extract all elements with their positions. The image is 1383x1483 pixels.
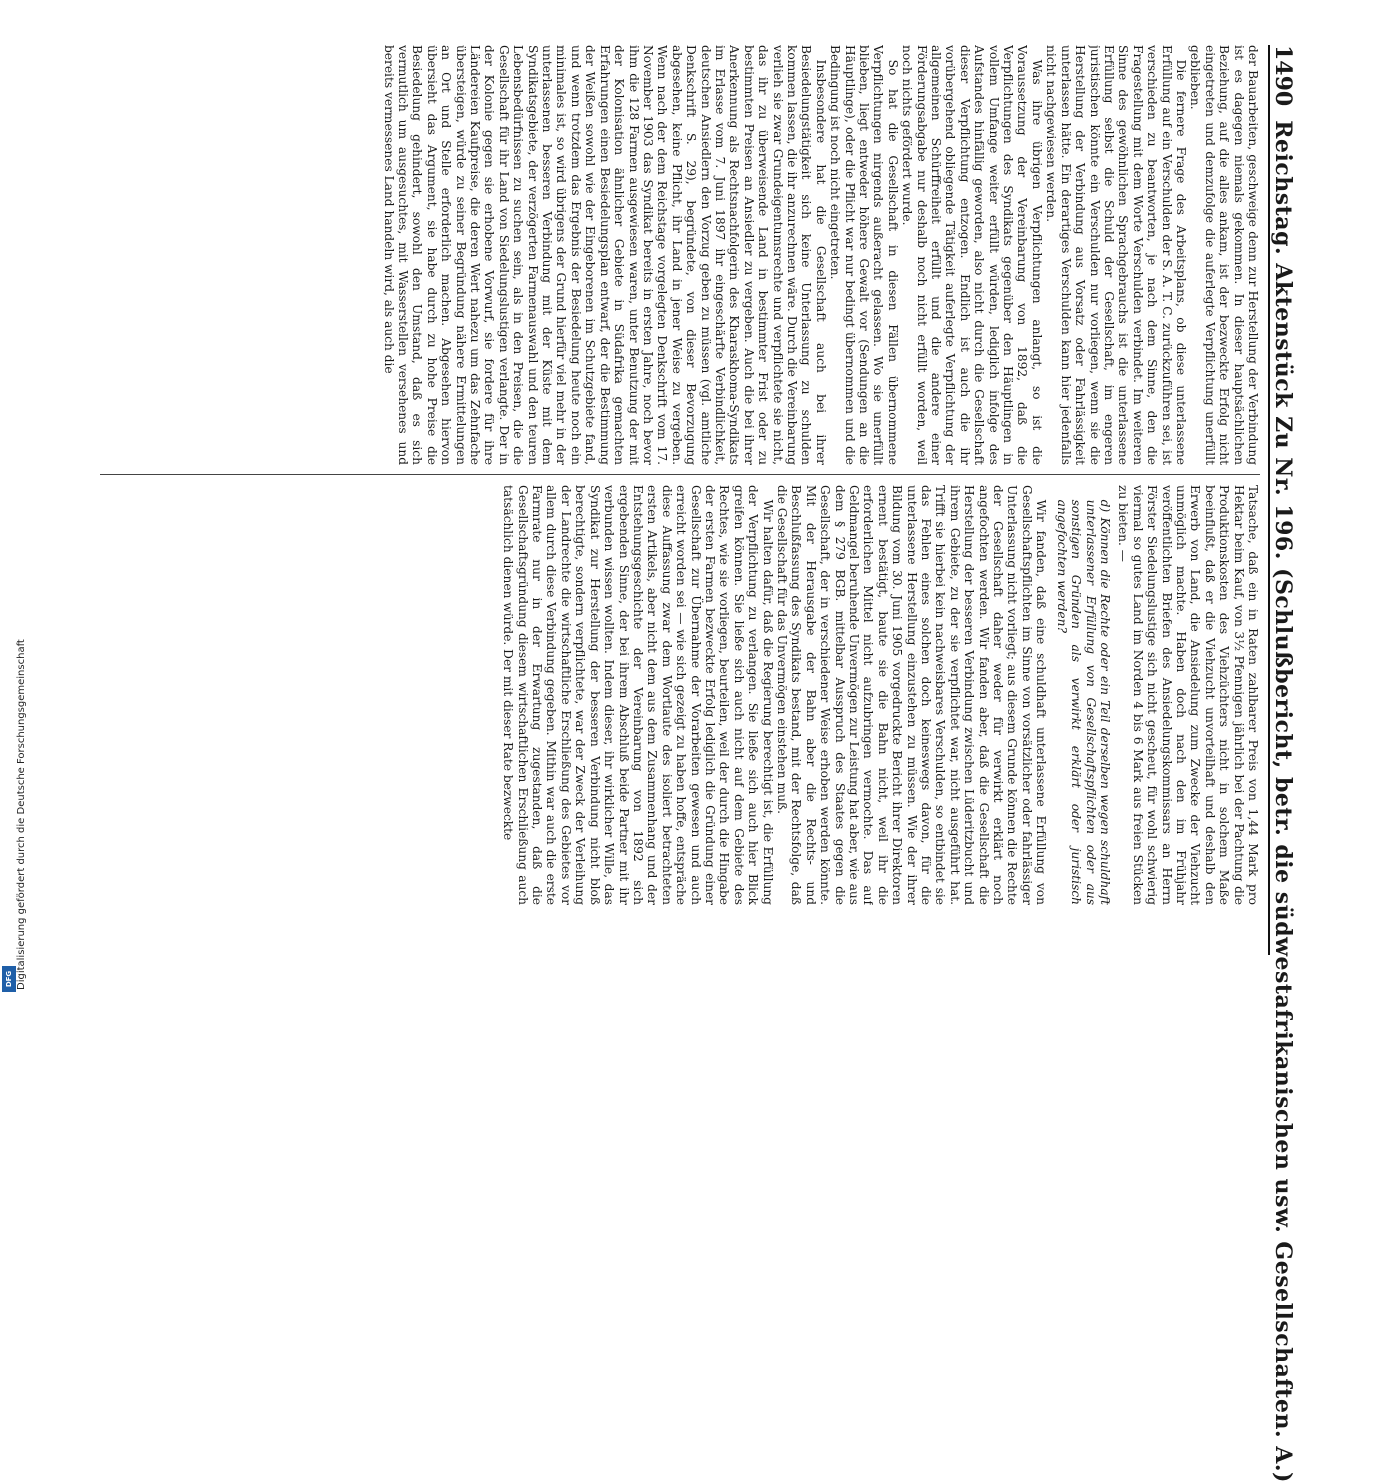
paragraph: Insbesondere hat die Gesellschaft auch bei ihrer Besiedelungstätigkeit sich keine Unterlassung zu schulden kommen lassen, die ihr anzurechnen wäre. Durch die Vereinbarung verlieh sie zwar Grundeigentumsrechte und verpflichtete sie nicht, das ihr zu überweisende Land in bestimmter Frist oder zu bestimmten Preisen an Ansiedler zu vergeben. Auch die bei ihrer Anerkennung als Rechtsnachfolgerin des Kharaskhoma-Syndikats im Erlasse vom 7. Juni 1897 ihr eingeschärfte Verbindlichkeit, deutschen Ansiedlern den Vorzug geben zu müssen (vgl. amtliche Denkschrift S. 29), begründete, von dieser Bevorzugung abgesehen, keine Pflicht, ihr Land in jener Weise zu vergeben. Wenn nach der dem Reichstage vorgelegten Denkschrift vom 17. November 1903 das Syndikat bereits in ersten Jahre, noch bevor ihm die 128 Farmen ausgewiesen waren, unter Benutzung der mit der Kolonisation ähnlicher Gebiete in Südafrika gemachten Erfahrungen einen Besiedelungsplan entwarf, der die Bestimmung der Weißen sowohl wie der Eingeborenen im Schutzgebiete fand, und wenn trotzdem das Ergebnis der Besiedelung heute noch ein minimales ist, so wird übrigens der Grund hierfür viel mehr in der unterlassenen besseren Verbindung mit der Küste mit dem Syndikatsgebiete, der verzögerten Farmenauswahl und den teuren Lebensbedürfnissen zu suchen sein, als in den Preisen, die die Gesellschaft für ihr Land von Siedelungslustigen verlangte. Der in der Kolonie gegen sie erhobene Vorwurf, sie fordere für ihre Ländereien Kaufpreise, die deren Wert nahezu um das Zehnfache übersteigen, würde zu seiner Begründung nähere Ermittelungen an Ort und Stelle erforderlich machen. Abgesehen hiervon übersieht das Argument, sie habe durch zu hohe Preise die Besiedelung gehindert, sowohl den Umstand, daß es sich vermutlich um ausgesuchtes, mit Wasserstellen versehenes und bereits vermessenes Land handeln wird, als auch die	[381, 45, 828, 465]
paragraph: Wir fanden, daß eine schuldhaft unterlassene Erfüllung von Gesellschaftspflichten im Sinne von vorsätzlicher oder fahrlässiger Unterlassung nicht vorliegt; aus diesem Grunde können die Rechte der Gesellschaft daher weder für verwirkt erklärt noch angefochten werden. Wir fanden aber, daß die Gesellschaft die Herstellung der besseren Verbindung zwischen Lüderitzbucht und ihrem Gebiete, zu der sie verpflichtet war, nicht ausgeführt hat. Trifft sie hierbei kein nachweisbares Verschulden, so entbindet sie das Fehlen eines solchen doch keineswegs davon, für die unterlassene Herstellung einzustehen zu müssen. Wie der ihrer Bildung vom 30. Juni 1905 vorgedruckte Bericht ihrer Direktoren ernent bestätigt, baute sie die Bahn nicht, weil ihr die erforderlichen Mittel nicht aufzubringen vermochte. Das auf Geldmangel beruhende Unvermögen zur Leistung hat aber, wie aus dem § 279 BGB. mittelbar Ausspruch des Staates gegen die Gesellschaft, der in verschiedener Weise erhoben werden könnte. Mit der Herausgabe der Bahn aber die Rechts- und Beschlußfassung des Syndikats bestand, mit der Rechtsfolge, daß die Gesellschaft für das Unvermögen einstehen muß.	[775, 485, 1049, 905]
section-question: d) Können die Rechte oder ein Teil derselben wegen schuldhaft unterlassener Erfüllung von Gesellschaftspflichten oder aus sonstigen Gründen als verwirkt erklärt oder juristisch angefochten werden?	[1054, 499, 1112, 905]
paragraph: Die fernere Frage des Arbeitsplans, ob diese unterlassene Erfüllung auf ein Verschulden der S. A. T. C. zurückzuführen sei, ist verschieden zu beantworten, je nach dem Sinne, den die Fragestellung mit dem Worte Verschulden verbindet. Im weiteren Sinne des gewöhnlichen Sprachgebrauchs ist die unterlassene Erfüllung selbst die Schuld der Gesellschaft, im engeren juristischen könnte ein Verschulden nur vorliegen, wenn sie die Herstellung der Verbindung aus Vorsatz oder Fahrlässigkeit unterlassen hätte. Ein derartiges Verschulden kann hier jedenfalls nicht nachgewiesen werden.	[1044, 45, 1188, 465]
paragraph: Wir halten dafür, daß die Regierung berechtigt ist, die Erfüllung der Verpflichtung zu verlangen. Sie ließe sich auch hier Blick greifen können. Sie ließe sich auch nicht auf dem Gebiete des Rechtes, wie sie vorliegen, beurteilen, weil der durch die Hingabe der ersten Farmen bezweckte Erfolg lediglich die Gründung einer Gesellschaft zur Übernahme der Vorarbeiten gewesen und auch erreicht worden sei — wie sich gezeigt zu haben hoffe, entspräche diese Auffassung zwar dem Wortlaute des isoliert betrachteten ersten Artikels, aber nicht dem aus dem Zusammenhang und der Entstehungsgeschichte der Vereinbarung von 1892 sich ergebenden Sinne, der bei ihrem Abschluß beide Partner mit ihr verbunden wissen wollten. Indem dieser, ihr wirklicher Wille, das Syndikat zur Herstellung der besseren Verbindung nicht bloß berechtigte, sondern verpflichtete, war der Zweck der Verleihung der Landrechte die wirtschaftliche Erschließung des Gebietes vor allem durch diese Verbindung gegeben. Mithin war auch die erste Farmrate nur in der Erwartung zugestanden, daß die Gesellschaftsgründung diesem wirtschaftlichen Erschließung auch tatsächlich dienen würde. Der mit dieser Rate bezweckte	[501, 485, 775, 905]
column-divider	[100, 474, 1260, 475]
paragraph: Was ihre übrigen Verpflichtungen anlangt, so ist die Voraussetzung der Vereinbarung von 1892, daß die Verpflichtungen des Syndikats gegenüber den Häuptlingen in vollem Umfange weiter erfüllt würden, lediglich infolge des Aufstandes hinfällig geworden, also nicht durch die Gesellschaft dieser Verpflichtung entzogen. Endlich ist auch die ihr vorübergehend obliegende Tätigkeit auferlegte Verpflichtung der allgemeinen Schürffreiheit erfüllt und die andere einer Förderungsabgabe nur deshalb noch nicht erfüllt worden, weil noch nichts gefördert wurde.	[900, 45, 1044, 465]
right-column	[100, 485, 1260, 905]
page-title: Reichstag. Aktenstück Zu Nr. 196. (Schlußbericht, betr. die südwestafrikanischen usw. Gesellschaften. A.)	[1270, 120, 1296, 1483]
paragraph: Tatsache, daß ein in Raten zahlbarer Preis von 1,44 Mark pro Hektar beim Kauf, von 3½ Pfennigen jährlich bei der Pachtung die Produktionskosten des Viehzüchters nicht in solchem Maße beeinflußt, daß er die Viehzucht unvorteilhaft und deshalb den Erwerb von Land, die Ansiedelung zum Zwecke der Viehzucht unmöglich machte. Haben doch nach den im Frühjahr veröffentlichten Briefen des Ansiedelungskommissars an Herrn Förster Siedelungslustige sich nicht gescheut, für wohl schwierig viermal so gutes Land im Norden 4 bis 6 Mark aus freien Stücken zu bieten. —	[1116, 485, 1260, 905]
left-column	[100, 45, 1260, 465]
paragraph: So hat die Gesellschaft in diesen Fällen übernommene Verpflichtungen nirgends außeracht gelassen. Wo sie unerfüllt blieben, liegt entweder höhere Gewalt vor (Sendungen an die Häuptlinge), oder die Pflicht war nur bedingt übernommen und die Bedingung ist noch nicht eingetreten.	[828, 45, 900, 465]
document-page	[90, 45, 1300, 1483]
page-header	[1268, 45, 1300, 1483]
paragraph: der Bauarbeiten, geschweige denn zur Herstellung der Verbindung ist es dagegen niemals gekommen. In dieser hauptsächlichen Beziehung, auf die alles ankam, ist der bezweckte Erfolg nicht eingetreten und demzufolge die auferlegte Verpflichtung unerfüllt geblieben.	[1188, 45, 1260, 465]
dfg-logo	[2, 966, 16, 992]
page-number: 1490	[1270, 45, 1296, 107]
dfg-logo-text: DFG	[5, 970, 13, 988]
sidebar	[0, 0, 27, 1000]
dfg-credit-text: Digitalisierung gefördert durch die Deutsche Forschungsgemeinschaft	[16, 639, 27, 990]
